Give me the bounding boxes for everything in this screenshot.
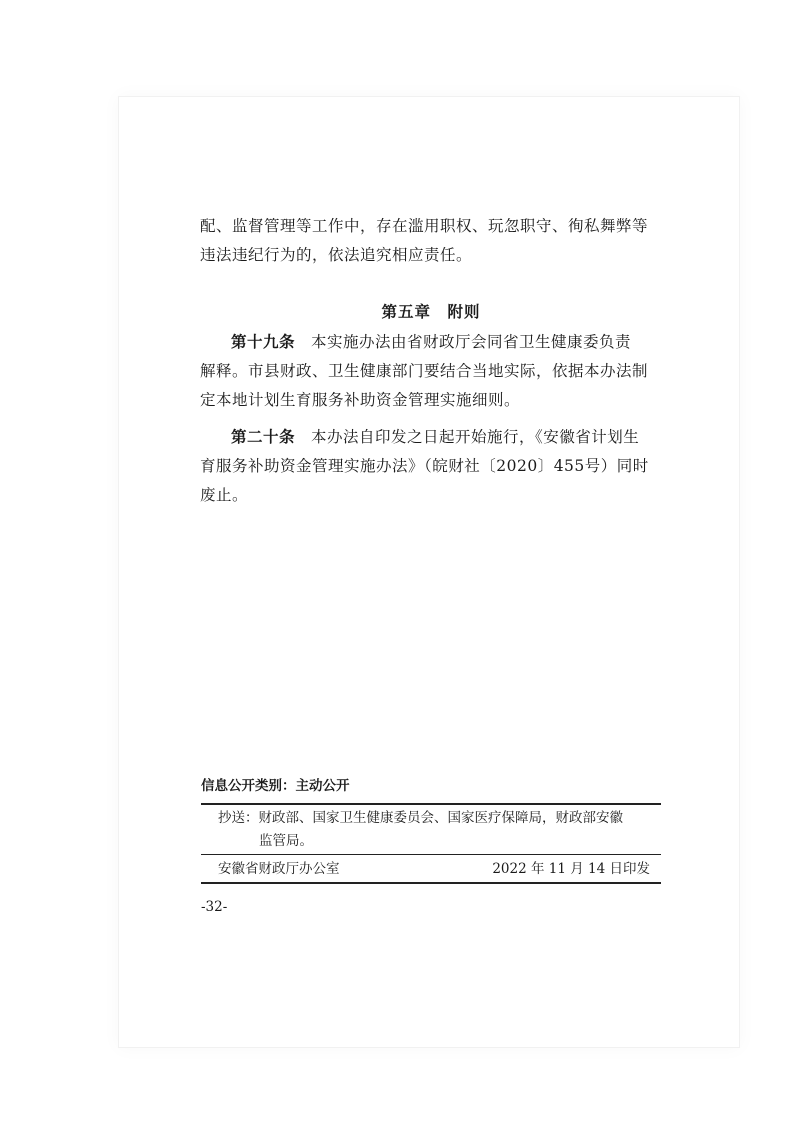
issue-date: 2022 年 11 月 14 日印发 bbox=[492, 861, 650, 877]
cc-recipients bbox=[218, 807, 658, 853]
article-19-text-1: 本实施办法由省财政厅会同省卫生健康委负责 bbox=[311, 333, 632, 351]
article-20-line-1 bbox=[200, 423, 662, 452]
article-19 bbox=[200, 328, 662, 415]
article-20-line-3: 废止。 bbox=[200, 486, 249, 504]
cc-line-2: 监管局。 bbox=[259, 833, 313, 849]
continuation-line-1: 配、监督管理等工作中，存在滥用职权、玩忽职守、徇私舞弊等 bbox=[200, 217, 649, 235]
article-20-text-1: 本办法自印发之日起开始施行，《安徽省计划生 bbox=[311, 428, 640, 446]
cc-line-1: 抄送：财政部、国家卫生健康委员会、国家医疗保障局，财政部安徽 bbox=[218, 810, 623, 826]
article-19-label: 第十九条 bbox=[231, 333, 296, 351]
continuation-line-2: 违法违纪行为的，依法追究相应责任。 bbox=[200, 246, 473, 264]
page-number: -32- bbox=[201, 899, 228, 915]
issuing-office: 安徽省财政厅办公室 bbox=[218, 861, 340, 877]
info-disclosure-category: 信息公开类别：主动公开 bbox=[201, 778, 350, 794]
continuation-paragraph bbox=[200, 212, 662, 270]
article-19-line-3: 定本地计划生育服务补助资金管理实施细则。 bbox=[200, 391, 521, 409]
chapter-title: 第五章 附则 bbox=[381, 303, 481, 321]
article-20 bbox=[200, 423, 662, 510]
footer-rule-middle bbox=[201, 854, 661, 855]
article-19-line-2: 解释。市县财政、卫生健康部门要结合当地实际，依据本办法制 bbox=[200, 362, 649, 380]
footer-rule-bottom bbox=[201, 882, 661, 884]
article-20-label: 第二十条 bbox=[231, 428, 296, 446]
article-20-line-2: 育服务补助资金管理实施办法》（皖财社〔2020〕455号）同时 bbox=[200, 457, 649, 475]
footer-rule-top bbox=[201, 803, 661, 805]
article-19-line-1 bbox=[200, 328, 662, 357]
